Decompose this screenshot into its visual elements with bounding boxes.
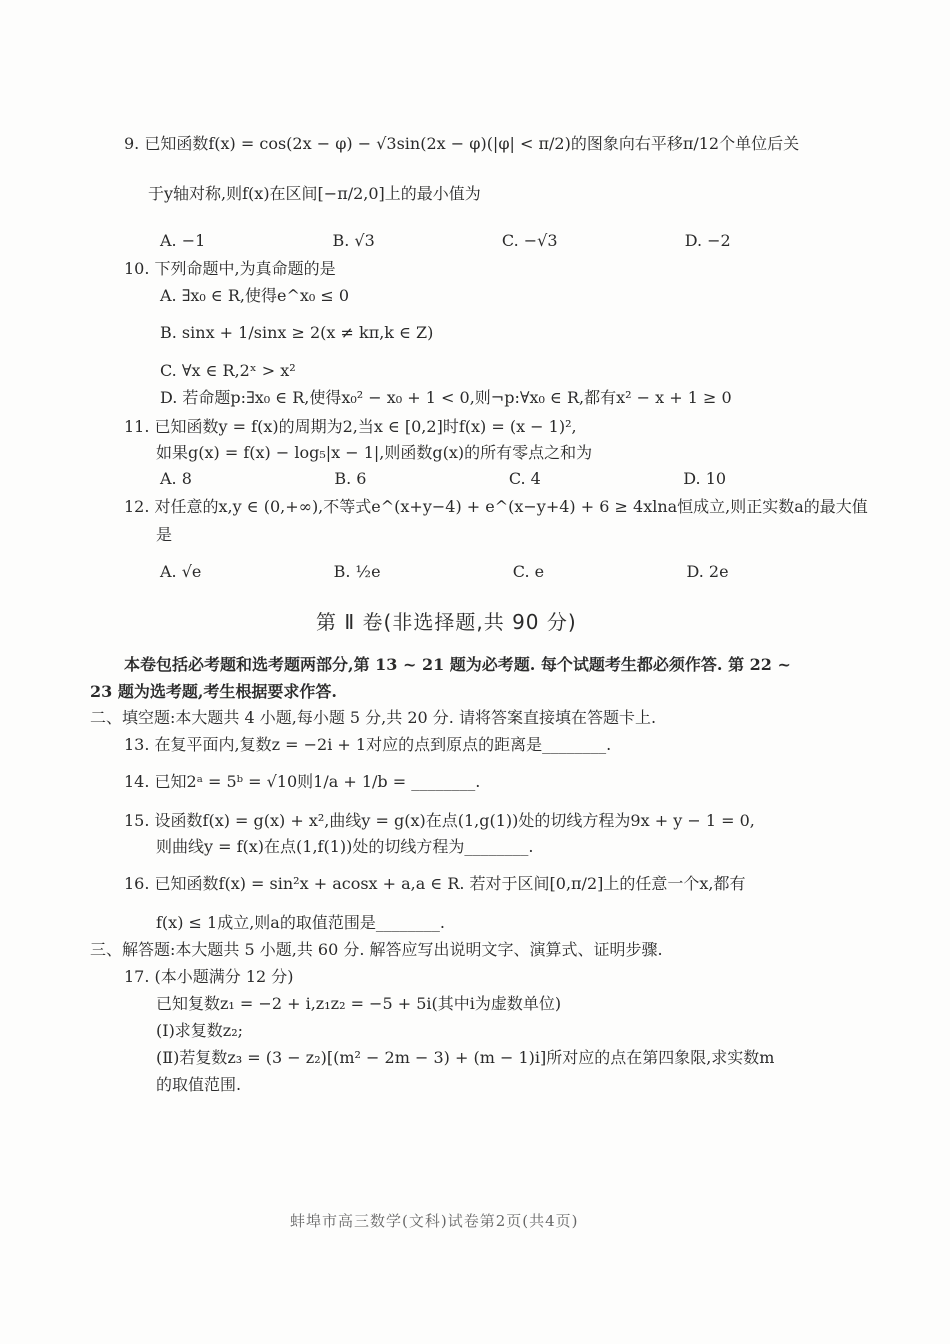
question-11-options: A. 8 B. 6 C. 4 D. 10 <box>160 469 727 488</box>
question-12-options: A. √e B. ½e C. e D. 2e <box>160 562 729 581</box>
question-10-option-b: B. sinx + 1/sinx ≥ 2(x ≠ kπ,k ∈ Z) <box>160 323 434 342</box>
part-two-title: 第 Ⅱ 卷(非选择题,共 90 分) <box>316 610 577 634</box>
question-12-line-1: 12. 对任意的x,y ∈ (0,+∞),不等式e^(x+y−4) + e^(x−y+4) + 6 ≥ 4xlna恒成立,则正实数a的最大值 <box>124 497 868 516</box>
part-two-intro-line-1: 本卷包括必考题和选考题两部分,第 13 ~ 21 题为必考题. 每个试题考生都必须作答. 第 22 ~ <box>124 655 791 674</box>
question-13: 13. 在复平面内,复数z = −2i + 1对应的点到原点的距离是________. <box>124 735 612 754</box>
question-17-given: 已知复数z₁ = −2 + i,z₁z₂ = −5 + 5i(其中i为虚数单位) <box>156 994 562 1013</box>
question-16-line-2: f(x) ≤ 1成立,则a的取值范围是________. <box>156 913 445 932</box>
question-15-line-2: 则曲线y = f(x)在点(1,f(1))处的切线方程为________. <box>156 837 534 856</box>
question-9-options: A. −1 B. √3 C. −√3 D. −2 <box>160 231 731 250</box>
question-16-line-1: 16. 已知函数f(x) = sin²x + acosx + a,a ∈ R. 若对于区间[0,π/2]上的任意一个x,都有 <box>124 874 746 893</box>
question-9-line-2: 于y轴对称,则f(x)在区间[−π/2,0]上的最小值为 <box>148 184 481 203</box>
question-10-option-a: A. ∃x₀ ∈ R,使得e^x₀ ≤ 0 <box>160 286 350 305</box>
question-12-line-2: 是 <box>156 525 173 544</box>
question-10-option-d: D. 若命题p:∃x₀ ∈ R,使得x₀² − x₀ + 1 < 0,则¬p:∀x₀ ∈ R,都有x² − x + 1 ≥ 0 <box>160 388 732 407</box>
question-11-line-1: 11. 已知函数y = f(x)的周期为2,当x ∈ [0,2]时f(x) = (x − 1)², <box>124 417 577 436</box>
question-10-option-c: C. ∀x ∈ R,2ˣ > x² <box>160 361 296 380</box>
question-10-stem: 10. 下列命题中,为真命题的是 <box>124 259 336 278</box>
section-solution-heading: 三、解答题:本大题共 5 小题,共 60 分. 解答应写出说明文字、演算式、证明步骤. <box>90 940 663 959</box>
section-fill-in-heading: 二、填空题:本大题共 4 小题,每小题 5 分,共 20 分. 请将答案直接填在答题卡上. <box>90 708 657 727</box>
question-17-part-2: (Ⅱ)若复数z₃ = (3 − z₂)[(m² − 2m − 3) + (m − 1)i]所对应的点在第四象限,求实数m <box>156 1048 775 1067</box>
question-17-part-2-cont: 的取值范围. <box>156 1075 242 1094</box>
question-9-line-1: 9. 已知函数f(x) = cos(2x − φ) − √3sin(2x − φ)(|φ| < π/2)的图象向右平移π/12个单位后关 <box>124 134 800 153</box>
page-footer: 蚌埠市高三数学(文科)试卷第2页(共4页) <box>290 1212 579 1230</box>
question-17-part-1: (Ⅰ)求复数z₂; <box>156 1021 244 1040</box>
question-17-header: 17. (本小题满分 12 分) <box>124 967 294 986</box>
part-two-intro-line-2: 23 题为选考题,考生根据要求作答. <box>90 682 337 701</box>
question-15-line-1: 15. 设函数f(x) = g(x) + x²,曲线y = g(x)在点(1,g(1))处的切线方程为9x + y − 1 = 0, <box>124 811 755 830</box>
question-14: 14. 已知2ᵃ = 5ᵇ = √10则1/a + 1/b = ________. <box>124 772 481 791</box>
question-11-line-2: 如果g(x) = f(x) − log₅|x − 1|,则函数g(x)的所有零点之和为 <box>156 443 593 462</box>
